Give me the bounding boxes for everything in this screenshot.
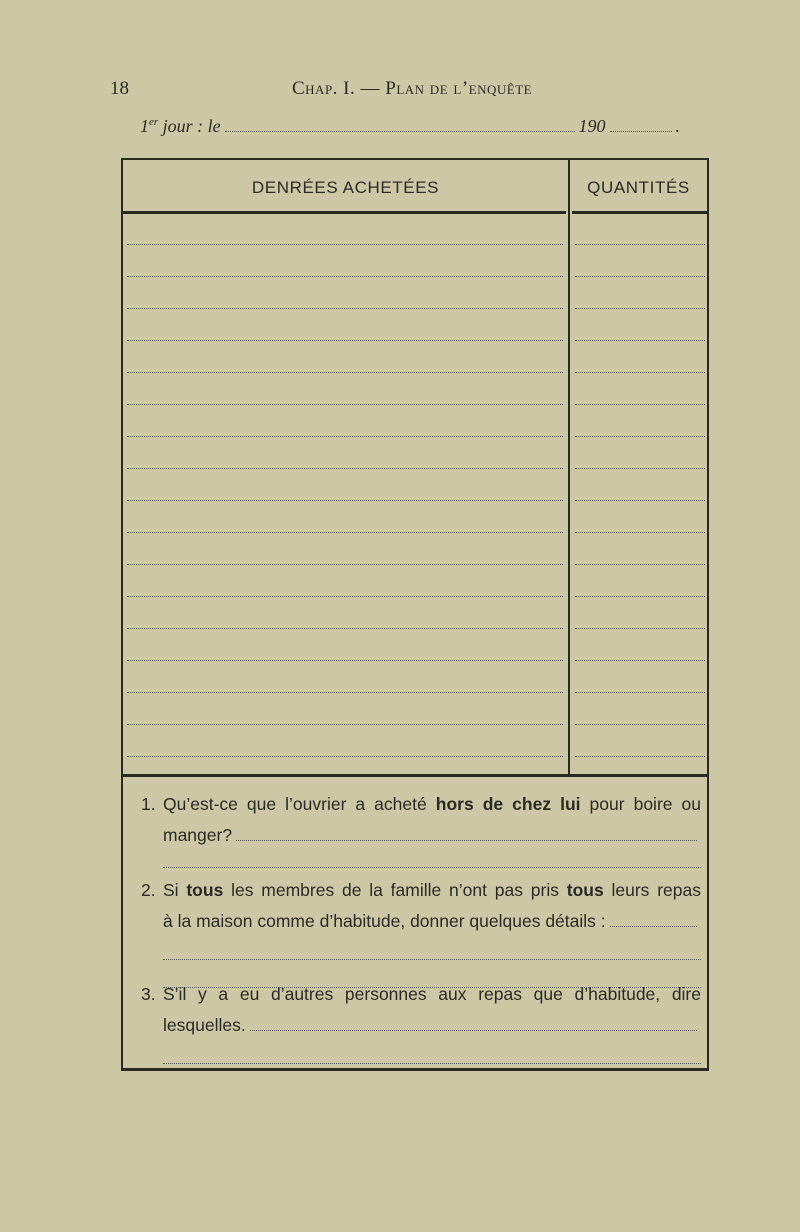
goods-row-line[interactable] <box>127 372 563 373</box>
header-rule-right <box>572 211 707 214</box>
quantity-row-line[interactable] <box>575 404 705 405</box>
quantity-row-line[interactable] <box>575 340 705 341</box>
quantity-row-line[interactable] <box>575 372 705 373</box>
survey-form <box>121 158 709 1071</box>
quantity-row-line[interactable] <box>575 724 705 725</box>
quantity-row-line[interactable] <box>575 692 705 693</box>
column-divider <box>568 160 570 774</box>
running-head-title: Plan de l’enquête <box>385 78 533 99</box>
year-prefix: 190 <box>578 116 606 136</box>
goods-row-line[interactable] <box>127 564 563 565</box>
year-blank[interactable] <box>610 118 672 132</box>
quantity-row-line[interactable] <box>575 436 705 437</box>
quantity-row-line[interactable] <box>575 660 705 661</box>
goods-row-line[interactable] <box>127 340 563 341</box>
table-header <box>123 160 707 213</box>
goods-row-line[interactable] <box>127 500 563 501</box>
goods-row-line[interactable] <box>127 756 563 757</box>
running-head-chapter: Chap. I. — <box>292 78 381 99</box>
question-answer-line[interactable]: manger? <box>163 820 701 851</box>
quantity-row-line[interactable] <box>575 756 705 757</box>
question-number: 3. <box>141 984 156 1004</box>
goods-row-line[interactable] <box>127 244 563 245</box>
header-quantities: QUANTITÉS <box>587 178 690 197</box>
goods-row-line[interactable] <box>127 468 563 469</box>
date-blank[interactable] <box>225 118 575 132</box>
goods-row-line[interactable] <box>127 596 563 597</box>
date-end: . <box>675 116 680 136</box>
question-number: 1. <box>141 794 156 814</box>
page-number: 18 <box>110 78 129 99</box>
goods-row-line[interactable] <box>127 628 563 629</box>
question-answer-line[interactable]: lesquelles. <box>163 1010 701 1041</box>
question-text: Si tous les membres de la famille n’ont pas pris tous leurs repas <box>163 880 701 900</box>
header-purchased-goods: DENRÉES ACHETÉES <box>251 178 440 197</box>
header-rule-left <box>123 211 566 214</box>
table-bottom-rule <box>123 774 707 777</box>
day-label: jour : le <box>162 116 221 136</box>
quantity-row-line[interactable] <box>575 628 705 629</box>
quantity-row-line[interactable] <box>575 308 705 309</box>
day-number: 1er <box>140 116 159 136</box>
goods-row-line[interactable] <box>127 724 563 725</box>
quantity-row-line[interactable] <box>575 564 705 565</box>
answer-line[interactable] <box>163 867 701 868</box>
goods-row-line[interactable] <box>127 276 563 277</box>
date-line <box>140 116 680 137</box>
running-head <box>292 78 532 100</box>
goods-row-line[interactable] <box>127 532 563 533</box>
quantity-row-line[interactable] <box>575 596 705 597</box>
question-number: 2. <box>141 880 156 900</box>
quantity-row-line[interactable] <box>575 276 705 277</box>
quantity-row-line[interactable] <box>575 500 705 501</box>
question-text: S’il y a eu d’autres personnes aux repas que d’habitude, dire <box>163 984 701 1004</box>
goods-row-line[interactable] <box>127 404 563 405</box>
question-text: Qu’est-ce que l’ouvrier a acheté hors de chez lui pour boire ou <box>163 794 701 814</box>
goods-row-line[interactable] <box>127 660 563 661</box>
question-answer-line[interactable]: à la maison comme d’habitude, donner quelques détails : <box>163 906 701 937</box>
quantity-row-line[interactable] <box>575 244 705 245</box>
quantity-row-line[interactable] <box>575 468 705 469</box>
answer-line[interactable] <box>163 959 701 960</box>
goods-row-line[interactable] <box>127 436 563 437</box>
answer-line[interactable] <box>163 1063 701 1064</box>
goods-row-line[interactable] <box>127 308 563 309</box>
goods-row-line[interactable] <box>127 692 563 693</box>
quantity-row-line[interactable] <box>575 532 705 533</box>
